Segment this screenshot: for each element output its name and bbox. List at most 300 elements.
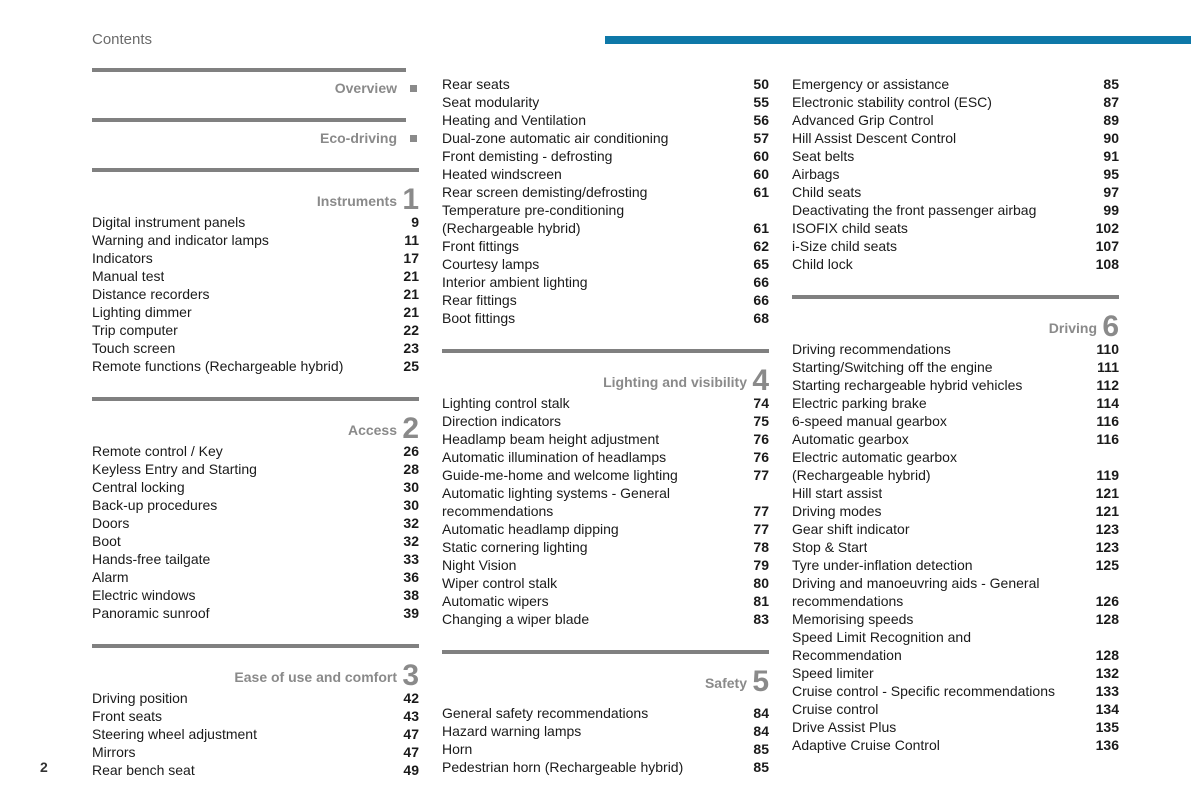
toc-entry-label: Memorising speeds (792, 611, 914, 627)
toc-entry-page: 47 (403, 726, 419, 742)
section-rule (92, 168, 419, 172)
toc-entry[interactable] (792, 628, 1119, 646)
section-title: Instruments (316, 193, 397, 209)
section-rule (92, 644, 419, 648)
toc-entry-page: 135 (1095, 719, 1119, 735)
toc-entry-page: 85 (753, 741, 769, 757)
toc-entry-page: 77 (753, 467, 769, 483)
toc-entry-label: Temperature pre-conditioning (442, 202, 625, 218)
toc-entry-label: Interior ambient lighting (442, 274, 588, 290)
toc-entry[interactable] (792, 358, 1119, 376)
toc-entry[interactable] (442, 93, 769, 111)
toc-entry-label: Steering wheel adjustment (92, 726, 257, 742)
toc-entry[interactable] (92, 725, 419, 743)
toc-entry-label: Automatic illumination of headlamps (442, 449, 667, 465)
toc-entry-label: Hill Assist Descent Control (792, 130, 957, 146)
toc-entry-page: 134 (1095, 701, 1119, 717)
toc-entry-page: 119 (1096, 467, 1119, 483)
toc-entry-page: 39 (403, 605, 419, 621)
toc-entry-label: Boot (92, 533, 121, 549)
toc-entry[interactable] (442, 111, 769, 129)
toc-entry[interactable] (92, 689, 419, 707)
toc-entry-label: Indicators (92, 250, 153, 266)
entry-list (92, 213, 419, 375)
toc-entry[interactable] (792, 700, 1119, 718)
toc-entry-page: 62 (753, 238, 769, 254)
toc-entry[interactable] (92, 568, 419, 586)
toc-entry-page: 57 (753, 130, 769, 146)
toc-entry[interactable] (792, 394, 1119, 412)
toc-entry-label: Hands-free tailgate (92, 551, 211, 567)
toc-entry[interactable] (442, 201, 769, 219)
toc-entry-page: 80 (753, 575, 769, 591)
toc-entry-page: 108 (1095, 256, 1119, 272)
toc-entry-label: Tyre under-inflation detection (792, 557, 973, 573)
toc-entry[interactable] (792, 237, 1119, 255)
toc-entry-page: 42 (403, 690, 419, 706)
entry-list (442, 394, 769, 628)
toc-entry[interactable] (442, 219, 769, 237)
toc-entry-page: 77 (753, 503, 769, 519)
toc-entry-label: Horn (442, 741, 473, 757)
toc-entry[interactable] (442, 430, 769, 448)
toc-entry[interactable] (792, 556, 1119, 574)
toc-entry[interactable] (442, 758, 769, 776)
toc-column-3 (792, 75, 1119, 754)
toc-entry-page: 97 (1103, 184, 1119, 200)
toc-entry-label: Driving and manoeuvring aids - General (792, 575, 1040, 591)
entry-list (442, 75, 769, 327)
toc-entry-label: Electric automatic gearbox (792, 449, 957, 465)
toc-entry-label: recommendations (442, 503, 554, 519)
toc-entry[interactable] (92, 604, 419, 622)
toc-entry-page: 85 (1103, 76, 1119, 92)
toc-entry[interactable] (442, 484, 769, 502)
toc-entry-page: 17 (403, 250, 419, 266)
entry-list (92, 689, 419, 779)
toc-entry-page: 66 (753, 274, 769, 290)
toc-entry-label: Seat belts (792, 148, 855, 164)
toc-column-2 (442, 75, 769, 776)
toc-entry[interactable] (92, 460, 419, 478)
toc-entry[interactable] (92, 550, 419, 568)
toc-entry[interactable] (442, 592, 769, 610)
toc-entry-page: 9 (411, 214, 419, 230)
toc-entry[interactable] (792, 736, 1119, 754)
toc-entry-page: 123 (1095, 539, 1119, 555)
section-header-access[interactable] (92, 397, 419, 445)
section-title: Lighting and visibility (603, 374, 747, 390)
toc-entry[interactable] (92, 496, 419, 514)
toc-entry-page: 33 (403, 551, 419, 567)
toc-entry-page: 95 (1103, 166, 1119, 182)
toc-entry-page: 28 (403, 461, 419, 477)
toc-entry[interactable] (92, 213, 419, 231)
toc-entry-label: Electronic stability control (ESC) (792, 94, 992, 110)
toc-entry[interactable] (792, 682, 1119, 700)
page-number: 2 (40, 759, 48, 775)
toc-entry-page: 60 (753, 148, 769, 164)
toc-entry-page: 65 (753, 256, 769, 272)
entry-list (442, 704, 769, 776)
section-number: 1 (402, 183, 419, 216)
toc-entry-label: Rear fittings (442, 292, 517, 308)
page-header-title: Contents (92, 31, 153, 48)
section-title: Driving (1048, 320, 1097, 336)
toc-entry[interactable] (792, 718, 1119, 736)
toc-entry[interactable] (92, 267, 419, 285)
toc-entry-label: Manual test (92, 268, 165, 284)
toc-entry[interactable] (792, 448, 1119, 466)
toc-entry[interactable] (792, 340, 1119, 358)
toc-entry-page: 25 (403, 358, 419, 374)
toc-entry-label: Panoramic sunroof (92, 605, 210, 621)
toc-entry-label: Seat modularity (442, 94, 540, 110)
toc-entry-label: Boot fittings (442, 310, 516, 326)
toc-entry-page: 112 (1096, 377, 1119, 393)
toc-entry-label: Pedestrian horn (Rechargeable hybrid) (442, 759, 684, 775)
toc-entry-page: 116 (1096, 413, 1119, 429)
toc-entry-page: 110 (1096, 341, 1119, 357)
toc-entry-label: Remote functions (Rechargeable hybrid) (92, 358, 344, 374)
toc-entry-page: 68 (753, 310, 769, 326)
toc-entry-label: Direction indicators (442, 413, 562, 429)
toc-entry-label: Rear screen demisting/defrosting (442, 184, 648, 200)
section-rule (92, 68, 406, 72)
toc-entry[interactable] (92, 478, 419, 496)
toc-entry-label: Rear seats (442, 76, 510, 92)
section-number: 3 (402, 659, 419, 692)
toc-entry-label: Hill start assist (792, 485, 883, 501)
toc-entry[interactable] (792, 255, 1119, 273)
toc-entry-label: Child lock (792, 256, 853, 272)
toc-entry[interactable] (92, 761, 419, 779)
toc-entry-label: Front seats (92, 708, 163, 724)
toc-entry-label: Central locking (92, 479, 185, 495)
toc-entry[interactable] (792, 412, 1119, 430)
toc-entry[interactable] (792, 466, 1119, 484)
section-header-overview[interactable] (92, 68, 419, 100)
toc-entry-page: 121 (1095, 485, 1119, 501)
toc-entry-label: Automatic headlamp dipping (442, 521, 619, 537)
toc-entry-label: recommendations (792, 593, 904, 609)
toc-entry-page: 38 (403, 587, 419, 603)
entry-list (792, 75, 1119, 273)
toc-entry-page: 89 (1103, 112, 1119, 128)
toc-entry-label: Lighting control stalk (442, 395, 570, 411)
toc-entry[interactable] (442, 394, 769, 412)
toc-entry-page: 43 (403, 708, 419, 724)
section-number: 4 (752, 364, 769, 397)
section-title: Access (347, 422, 397, 438)
toc-entry-page: 66 (753, 292, 769, 308)
entry-list (92, 442, 419, 622)
toc-entry-page: 102 (1095, 220, 1119, 236)
toc-entry-page: 128 (1095, 611, 1119, 627)
toc-entry[interactable] (442, 466, 769, 484)
toc-entry-page: 123 (1095, 521, 1119, 537)
toc-entry-page: 133 (1095, 683, 1119, 699)
toc-entry[interactable] (442, 722, 769, 740)
toc-entry-page: 90 (1103, 130, 1119, 146)
toc-entry[interactable] (442, 129, 769, 147)
toc-entry[interactable] (92, 231, 419, 249)
toc-entry[interactable] (792, 592, 1119, 610)
toc-entry[interactable] (442, 502, 769, 520)
section-rule (442, 349, 769, 353)
toc-entry[interactable] (792, 484, 1119, 502)
toc-entry-page: 22 (403, 322, 419, 338)
toc-entry-label: Emergency or assistance (792, 76, 950, 92)
toc-entry-page: 30 (403, 479, 419, 495)
toc-entry-page: 85 (753, 759, 769, 775)
toc-entry-page: 116 (1096, 431, 1119, 447)
toc-entry-page: 74 (753, 395, 769, 411)
toc-entry[interactable] (792, 129, 1119, 147)
toc-entry[interactable] (792, 75, 1119, 93)
toc-entry-label: Distance recorders (92, 286, 210, 302)
section-title: Eco-driving (319, 130, 397, 146)
toc-entry-page: 87 (1103, 94, 1119, 110)
toc-entry-label: Rear bench seat (92, 762, 195, 778)
section-header-safety[interactable] (442, 650, 769, 704)
toc-entry-label: Courtesy lamps (442, 256, 540, 272)
toc-entry-page: 32 (403, 533, 419, 549)
toc-entry-label: (Rechargeable hybrid) (792, 467, 931, 483)
toc-entry-page: 47 (403, 744, 419, 760)
toc-entry-label: Automatic gearbox (792, 431, 909, 447)
toc-entry[interactable] (442, 147, 769, 165)
toc-entry-label: Electric windows (92, 587, 196, 603)
section-rule (92, 118, 406, 122)
toc-entry[interactable] (442, 448, 769, 466)
toc-entry-page: 36 (403, 569, 419, 585)
toc-entry-page: 26 (403, 443, 419, 459)
toc-entry-page: 50 (753, 76, 769, 92)
section-header-instruments[interactable] (92, 168, 419, 216)
toc-entry-label: Night Vision (442, 557, 517, 573)
toc-entry-page: 61 (753, 184, 769, 200)
toc-entry[interactable] (92, 303, 419, 321)
toc-entry[interactable] (442, 237, 769, 255)
toc-entry[interactable] (792, 538, 1119, 556)
toc-entry-page: 77 (753, 521, 769, 537)
toc-entry-page: 107 (1095, 238, 1119, 254)
toc-entry-page: 32 (403, 515, 419, 531)
toc-entry[interactable] (92, 442, 419, 460)
section-title: Safety (704, 675, 747, 691)
section-title: Ease of use and comfort (234, 669, 397, 685)
toc-entry-page: 21 (403, 304, 419, 320)
toc-entry-page: 79 (753, 557, 769, 573)
toc-entry-label: Guide-me-home and welcome lighting (442, 467, 678, 483)
toc-entry-label: Lighting dimmer (92, 304, 192, 320)
toc-entry[interactable] (792, 147, 1119, 165)
toc-entry[interactable] (792, 430, 1119, 448)
toc-entry-label: Back-up procedures (92, 497, 218, 513)
section-header-lighting[interactable] (442, 349, 769, 397)
toc-entry[interactable] (792, 376, 1119, 394)
toc-entry-label: Heating and Ventilation (442, 112, 586, 128)
toc-entry-label: Electric parking brake (792, 395, 927, 411)
toc-entry-page: 114 (1096, 395, 1119, 411)
toc-entry[interactable] (792, 502, 1119, 520)
toc-entry-label: Hazard warning lamps (442, 723, 582, 739)
toc-entry-page: 91 (1103, 148, 1119, 164)
toc-entry[interactable] (442, 556, 769, 574)
section-rule (792, 295, 1119, 299)
toc-entry-label: Speed limiter (792, 665, 874, 681)
toc-entry[interactable] (442, 309, 769, 327)
entry-list (792, 340, 1119, 754)
section-header-driving[interactable] (792, 295, 1119, 343)
toc-entry-label: 6-speed manual gearbox (792, 413, 947, 429)
toc-entry-label: Speed Limit Recognition and (792, 629, 972, 645)
toc-entry[interactable] (442, 520, 769, 538)
toc-entry[interactable] (442, 574, 769, 592)
toc-entry[interactable] (792, 201, 1119, 219)
toc-column-1 (92, 68, 419, 779)
toc-entry[interactable] (92, 586, 419, 604)
toc-entry-page: 55 (753, 94, 769, 110)
toc-entry-label: Heated windscreen (442, 166, 562, 182)
toc-entry[interactable] (792, 520, 1119, 538)
toc-entry[interactable] (92, 357, 419, 375)
toc-entry-label: Starting/Switching off the engine (792, 359, 993, 375)
toc-entry[interactable] (792, 111, 1119, 129)
toc-entry[interactable] (792, 93, 1119, 111)
toc-entry-label: Headlamp beam height adjustment (442, 431, 660, 447)
square-bullet-icon (410, 85, 417, 92)
toc-entry[interactable] (92, 532, 419, 550)
toc-entry[interactable] (92, 249, 419, 267)
toc-entry-label: Automatic lighting systems - General (442, 485, 670, 501)
toc-entry[interactable] (792, 219, 1119, 237)
toc-entry-label: Touch screen (92, 340, 176, 356)
toc-entry-label: Static cornering lighting (442, 539, 588, 555)
toc-entry-label: i-Size child seats (792, 238, 898, 254)
toc-entry-label: Mirrors (92, 744, 136, 760)
toc-entry[interactable] (792, 165, 1119, 183)
toc-entry[interactable] (442, 273, 769, 291)
toc-entry-label: Adaptive Cruise Control (792, 737, 940, 753)
toc-entry-page: 99 (1103, 202, 1119, 218)
toc-entry-label: (Rechargeable hybrid) (442, 220, 581, 236)
toc-entry-label: Recommendation (792, 647, 902, 663)
toc-entry[interactable] (442, 538, 769, 556)
toc-entry-page: 75 (753, 413, 769, 429)
section-title: Overview (334, 80, 397, 96)
toc-entry[interactable] (442, 75, 769, 93)
toc-entry-label: Front demisting - defrosting (442, 148, 613, 164)
section-header-eco-driving[interactable] (92, 118, 419, 150)
toc-entry-label: Starting rechargeable hybrid vehicles (792, 377, 1023, 393)
toc-entry-page: 60 (753, 166, 769, 182)
toc-entry-label: Automatic wipers (442, 593, 549, 609)
toc-entry-label: Warning and indicator lamps (92, 232, 269, 248)
toc-entry-label: Stop & Start (792, 539, 868, 555)
toc-entry-label: Deactivating the front passenger airbag (792, 202, 1037, 218)
toc-entry-page: 125 (1095, 557, 1119, 573)
toc-entry[interactable] (92, 707, 419, 725)
toc-entry[interactable] (92, 514, 419, 532)
toc-entry-page: 21 (403, 286, 419, 302)
section-number: 5 (752, 665, 769, 698)
toc-entry-label: Wiper control stalk (442, 575, 558, 591)
toc-entry[interactable] (442, 183, 769, 201)
toc-entry-label: Advanced Grip Control (792, 112, 934, 128)
toc-entry-label: Driving modes (792, 503, 882, 519)
toc-entry-page: 76 (753, 449, 769, 465)
toc-entry-page: 84 (753, 723, 769, 739)
section-number: 6 (1102, 310, 1119, 343)
toc-entry-label: Keyless Entry and Starting (92, 461, 257, 477)
toc-entry-label: Cruise control (792, 701, 879, 717)
toc-entry-page: 56 (753, 112, 769, 128)
toc-entry-page: 49 (403, 762, 419, 778)
toc-entry[interactable] (792, 664, 1119, 682)
toc-entry[interactable] (442, 165, 769, 183)
toc-entry[interactable] (442, 291, 769, 309)
toc-entry-page: 126 (1095, 593, 1119, 609)
square-bullet-icon (410, 135, 417, 142)
toc-entry-label: Trip computer (92, 322, 178, 338)
toc-entry-page: 111 (1097, 359, 1119, 375)
toc-entry-label: Drive Assist Plus (792, 719, 897, 735)
toc-entry-label: Remote control / Key (92, 443, 223, 459)
toc-entry[interactable] (92, 339, 419, 357)
toc-entry-label: Gear shift indicator (792, 521, 910, 537)
toc-entry-label: Driving recommendations (792, 341, 951, 357)
section-number: 2 (402, 412, 419, 445)
toc-entry-page: 61 (753, 220, 769, 236)
toc-entry[interactable] (792, 610, 1119, 628)
toc-entry[interactable] (442, 412, 769, 430)
toc-entry-page: 132 (1095, 665, 1119, 681)
toc-entry[interactable] (792, 646, 1119, 664)
toc-entry-label: Airbags (792, 166, 840, 182)
toc-entry-page: 21 (403, 268, 419, 284)
toc-entry-page: 121 (1095, 503, 1119, 519)
toc-entry-page: 84 (753, 705, 769, 721)
toc-entry[interactable] (92, 321, 419, 339)
toc-entry-page: 23 (403, 340, 419, 356)
toc-entry-label: Changing a wiper blade (442, 611, 590, 627)
toc-entry-label: ISOFIX child seats (792, 220, 908, 236)
toc-entry-label: Alarm (92, 569, 129, 585)
toc-entry-page: 83 (753, 611, 769, 627)
toc-entry-page: 76 (753, 431, 769, 447)
toc-entry-page: 30 (403, 497, 419, 513)
toc-entry[interactable] (92, 743, 419, 761)
toc-entry-label: Digital instrument panels (92, 214, 246, 230)
section-header-ease-of-use[interactable] (92, 644, 419, 692)
toc-entry-label: Driving position (92, 690, 188, 706)
toc-entry[interactable] (92, 285, 419, 303)
toc-entry[interactable] (442, 704, 769, 722)
toc-entry[interactable] (442, 740, 769, 758)
toc-entry-label: General safety recommendations (442, 705, 649, 721)
toc-entry[interactable] (442, 610, 769, 628)
toc-entry[interactable] (442, 255, 769, 273)
toc-entry[interactable] (792, 574, 1119, 592)
toc-entry[interactable] (792, 183, 1119, 201)
toc-entry-label: Dual-zone automatic air conditioning (442, 130, 669, 146)
toc-entry-label: Child seats (792, 184, 862, 200)
header-accent-bar (605, 36, 1191, 44)
section-rule (442, 650, 769, 654)
toc-entry-label: Front fittings (442, 238, 520, 254)
